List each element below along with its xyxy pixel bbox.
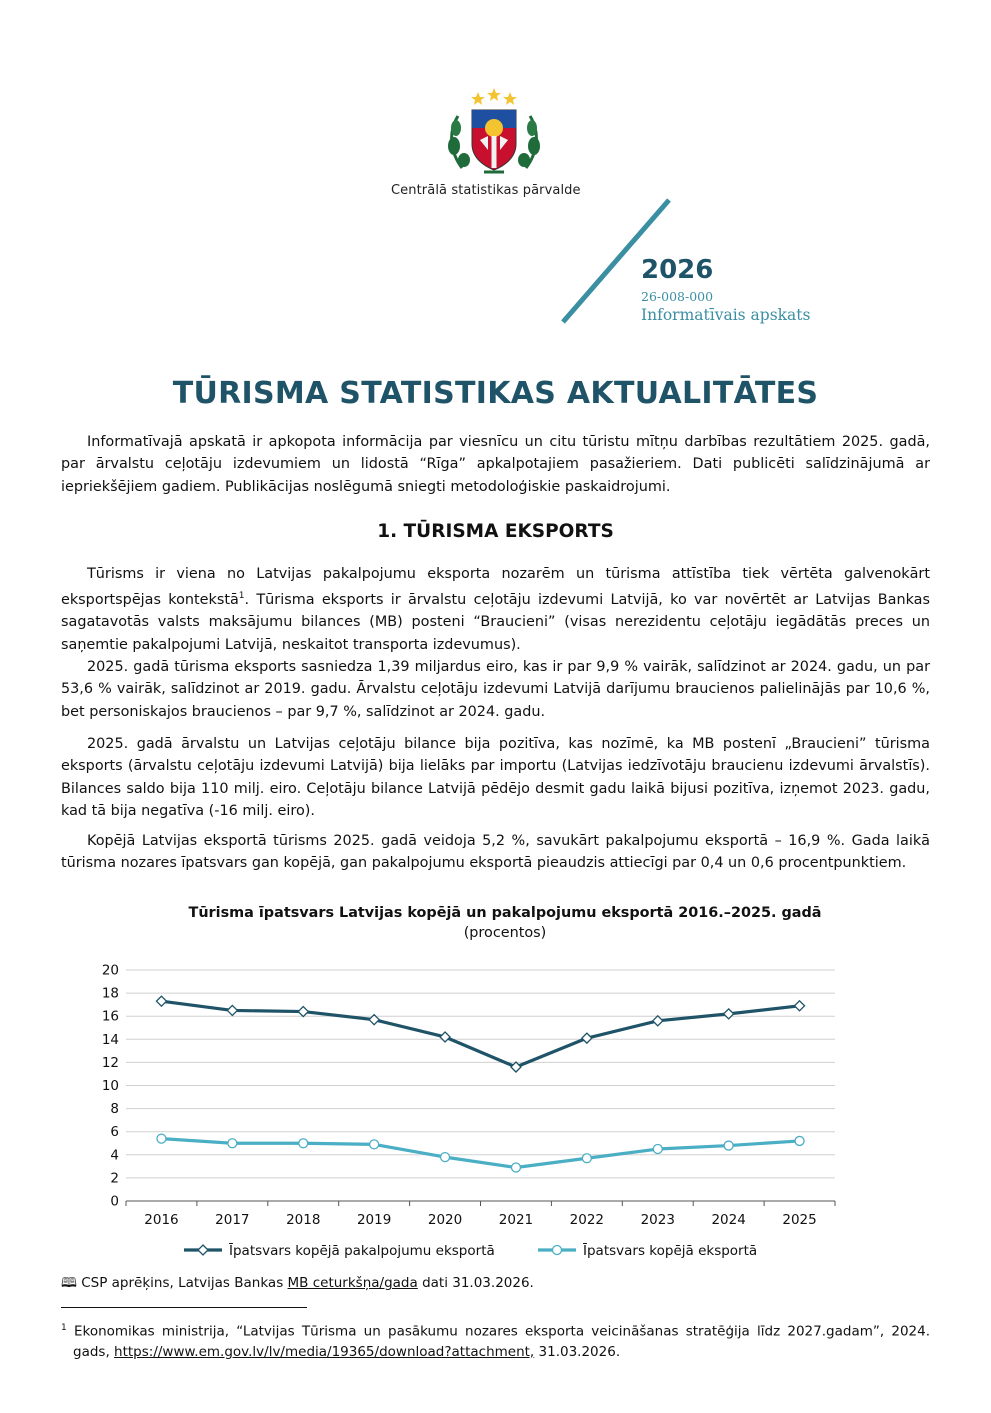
data-point-series-2	[653, 1145, 662, 1154]
section-heading: 1. TŪRISMA EKSPORTS	[377, 521, 614, 542]
publication-year: 2026	[641, 255, 714, 285]
data-point-series-1	[440, 1032, 450, 1042]
series-line-2	[161, 1139, 799, 1168]
paragraph-2: 2025. gadā tūrisma eksports sasniedza 1,39 miljardus eiro, kas ir par 9,9 % vairāk, salīdzinot ar 2024. gadu, un par 53,6 % vairāk, salīdzinot ar 2019. gadu. Ārvalstu ceļotāju izdevumi Latvijā darījumu braucienos palielinājās par 10,6 %, bet personiskajos braucienos – par 9,7 %, salīdzinot ar 2024. gadu.	[61, 659, 930, 720]
y-tick-label: 10	[101, 1078, 119, 1094]
intro-paragraph: Informatīvajā apskatā ir apkopota informācija par viesnīcu un citu tūristu mītņu darbības rezultātiem 2025. gadā, par ārvalstu ceļotāju izdevumiem un lidostā “Rīga” apkalpotajiem pasažieriem. Dati publicēti salīdzinājumā ar iepriekšējiem gadiem. Publikācijas noslēgumā sniegti metodoloģiskie paskaidrojumi.	[61, 434, 930, 495]
paragraph-1-end: . Tūrisma eksports ir ārvalstu ceļotāju izdevumi Latvijā, ko var novērtēt ar Latvijas Bankas sagatavotās valsts maksājumu bilances (MB) posteni “Braucieni” (visas nerezidentu ceļotāju iegādātās preces un saņemtie pakalpojumi Latvijā, neskaitot transporta izdevumus).	[61, 592, 930, 653]
footnote-date: 31.03.2026.	[534, 1343, 621, 1360]
source-note	[61, 1273, 534, 1296]
x-tick-label: 2017	[215, 1212, 250, 1228]
x-tick-label: 2016	[144, 1212, 179, 1228]
footnote-link[interactable]: https://www.em.gov.lv/lv/media/19365/download?attachment,	[114, 1343, 535, 1360]
publication-code: 26-008-000	[641, 289, 714, 304]
data-point-series-1	[653, 1016, 663, 1026]
data-point-series-2	[724, 1141, 733, 1150]
data-point-series-1	[724, 1009, 734, 1019]
legend-label-1: Īpatsvars kopējā pakalpojumu eksportā	[229, 1243, 495, 1259]
data-point-series-2	[511, 1163, 520, 1172]
x-tick-label: 2023	[640, 1212, 675, 1228]
y-tick-label: 4	[110, 1147, 119, 1164]
data-point-series-2	[582, 1154, 591, 1163]
source-text: CSP aprēķins, Latvijas Bankas	[81, 1275, 288, 1291]
y-tick-label: 18	[101, 985, 119, 1002]
y-tick-label: 20	[101, 962, 119, 979]
chart-subtitle: (procentos)	[463, 925, 547, 941]
chart-title: Tūrisma īpatsvars Latvijas kopējā un pakalpojumu eksportā 2016.–2025. gadā	[188, 905, 822, 921]
legend-marker-1	[198, 1245, 208, 1255]
data-point-series-1	[227, 1005, 237, 1015]
document-title: TŪRISMA STATISTIKAS AKTUALITĀTES	[172, 376, 819, 411]
x-tick-label: 2019	[356, 1212, 392, 1228]
y-tick-label: 2	[110, 1170, 119, 1187]
y-tick-label: 14	[101, 1031, 119, 1048]
legend-marker-2	[553, 1246, 562, 1255]
series-line-1	[161, 1001, 799, 1067]
data-point-series-1	[582, 1033, 592, 1043]
y-tick-label: 0	[110, 1193, 119, 1210]
publication-type: Informatīvais apskats	[641, 306, 811, 324]
x-tick-label: 2025	[782, 1212, 817, 1228]
x-tick-label: 2021	[498, 1212, 534, 1228]
book-icon: 🕮	[61, 1275, 77, 1291]
data-point-series-1	[795, 1001, 805, 1011]
line-chart	[60, 955, 860, 1265]
source-date: dati 31.03.2026.	[417, 1275, 534, 1291]
footnote-text: Ekonomikas ministrija, “Latvijas Tūrisma un pasākumu nozares eksporta veicināšanas stratēģija līdz 2027.gadam”, 2024. gads,	[73, 1323, 931, 1360]
data-point-series-1	[298, 1007, 308, 1017]
data-point-series-2	[795, 1136, 804, 1145]
data-point-series-1	[511, 1062, 521, 1072]
organization-name: Centrālā statistikas pārvalde	[391, 183, 581, 198]
y-tick-label: 6	[110, 1124, 119, 1141]
coat-of-arms-logo	[444, 88, 544, 174]
y-tick-label: 16	[101, 1008, 119, 1025]
data-point-series-2	[299, 1139, 308, 1148]
source-link[interactable]: MB ceturkšņa/gada	[287, 1275, 418, 1291]
paragraph-3: 2025. gadā ārvalstu un Latvijas ceļotāju bilance bija pozitīva, kas nozīmē, ka MB postenī „Braucieni” tūrisma eksports (ārvalstu ceļotāju izdevumi Latvijā) bija lielāks par importu (Latvijas iedzīvotāju braucienu izdevumi ārvalstīs). Bilances saldo bija 110 milj. eiro. Ceļotāju bilance Latvijā pēdējo desmit gadu laikā bijusi pozitīva, izņemot 2023. gadu, kad tā bija negatīva (-16 milj. eiro).	[61, 736, 930, 819]
data-point-series-2	[370, 1140, 379, 1149]
paragraph-1-start: Tūrisms ir viena no Latvijas pakalpojumu eksporta nozarēm un tūrisma attīstība tiek vērtēta galvenokārt eksportspējas kontekstā	[61, 566, 930, 609]
x-tick-label: 2020	[427, 1212, 463, 1228]
x-tick-label: 2022	[569, 1212, 605, 1228]
footnote	[61, 1318, 930, 1362]
paragraph-1	[61, 563, 930, 656]
legend-label-2: Īpatsvars kopējā eksportā	[583, 1243, 758, 1259]
y-tick-label: 12	[101, 1054, 119, 1071]
data-point-series-2	[441, 1153, 450, 1162]
paragraph-4: Kopējā Latvijas eksportā tūrisms 2025. gadā veidoja 5,2 %, savukārt pakalpojumu eksportā – 16,9 %. Gada laikā tūrisma nozares īpatsvars gan kopējā, gan pakalpojumu eksportā pieaudzis attiecīgi par 0,4 un 0,6 procentpunktiem.	[61, 833, 930, 872]
y-tick-label: 8	[110, 1101, 119, 1118]
data-point-series-2	[157, 1134, 166, 1143]
footnote-divider	[61, 1307, 307, 1308]
x-tick-label: 2018	[286, 1212, 321, 1228]
data-point-series-2	[228, 1139, 237, 1148]
data-point-series-1	[156, 996, 166, 1006]
footnote-number: 1	[61, 1323, 67, 1333]
footnote-ref[interactable]: 1	[238, 591, 245, 602]
x-tick-label: 2024	[711, 1212, 746, 1228]
